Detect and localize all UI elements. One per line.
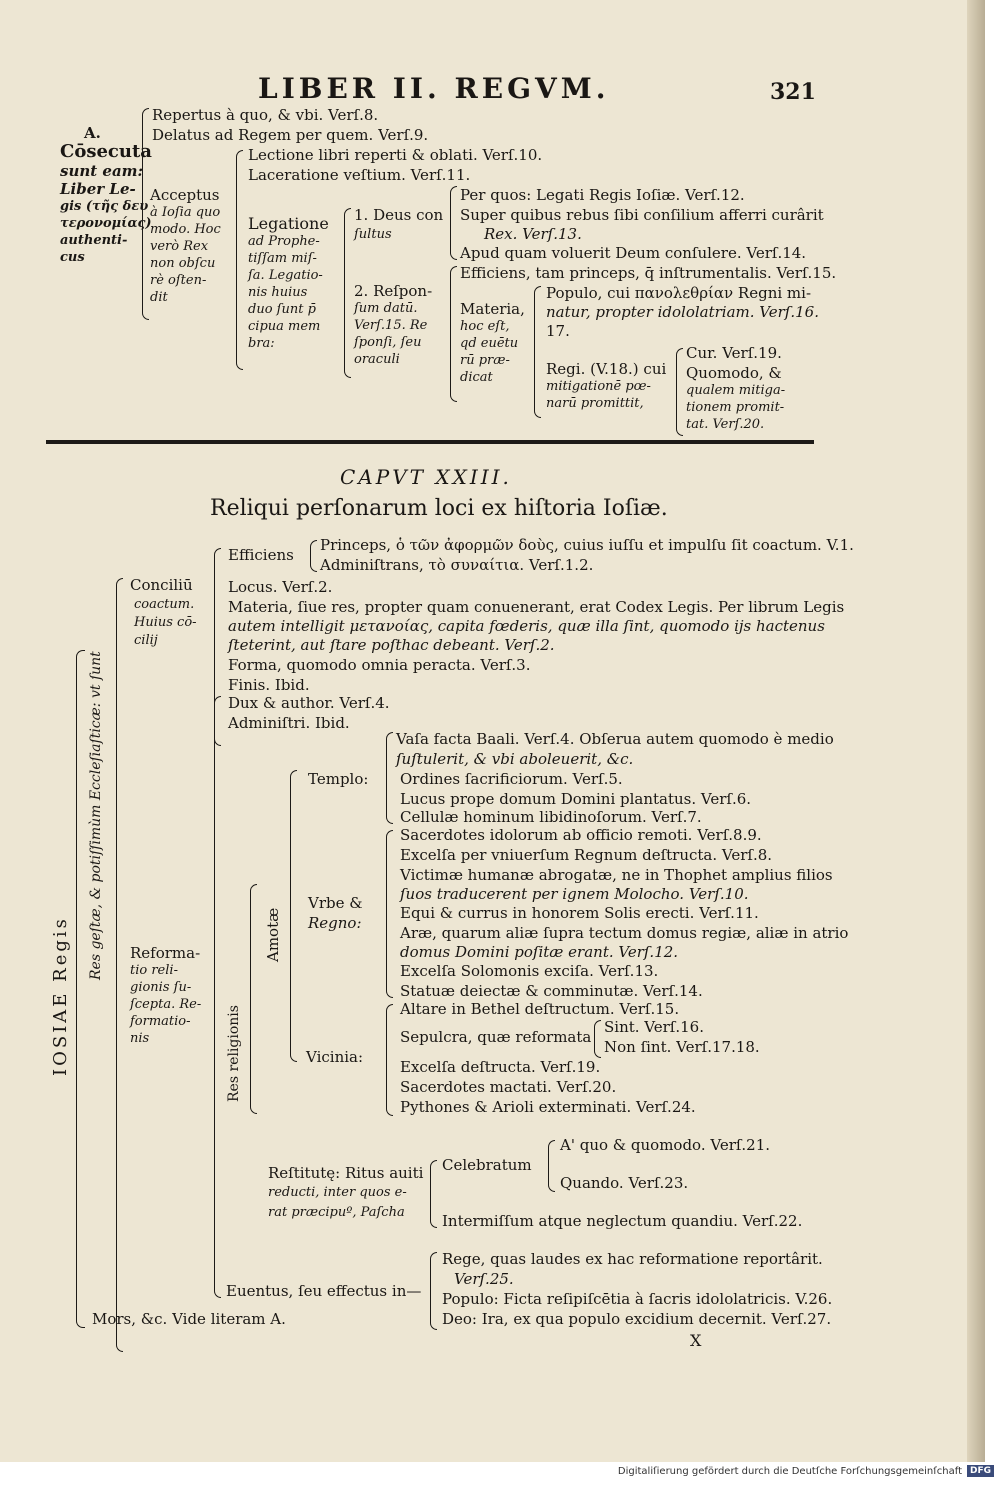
altare-line: Altare in Bethel deſtructum. Verſ.15.	[400, 1000, 680, 1018]
pythones-line: Pythones & Arioli exterminati. Verſ.24.	[400, 1098, 696, 1116]
concilium-line: cilij	[134, 633, 158, 648]
euentus-line: Euentus, ſeu effectus in—	[226, 1282, 422, 1300]
chapter-heading: CAPVT XXIII.	[340, 465, 512, 489]
victimae-line: ſuos traducerent per ignem Molocho. Verſ.10.	[400, 885, 749, 903]
celebratum-label: Celebratum	[442, 1156, 532, 1174]
respon-line: Verſ.15. Re	[354, 318, 428, 333]
materia-line: rū præ-	[460, 353, 510, 368]
regi-line: Regi. (V.18.) cui	[546, 360, 667, 378]
vicinia-label: Vicinia:	[306, 1048, 364, 1066]
top-root-line: Cōsecuta	[60, 141, 152, 162]
deo-line: Deo: Ira, ex qua populo excidium decernit. Verſ.27.	[442, 1310, 832, 1328]
arae-line: domus Domini poſitæ erant. Verſ.12.	[400, 943, 679, 961]
quomodo-line: tionem promit-	[686, 400, 785, 415]
reformatio-brace	[214, 696, 221, 1298]
acceptus-line: verò Rex	[150, 239, 209, 254]
efficiens-line: Efficiens, tam princeps, q̄ inſtrumentalis. Verſ.15.	[460, 264, 837, 282]
victimae-line: Victimæ humanæ abrogatæ, ne in Thophet amplius filios	[400, 866, 833, 884]
top-root-block	[60, 142, 152, 266]
dux-line: Dux & author. Verſ.4.	[228, 694, 390, 712]
populo-line: natur, propter idololatriam. Verſ.16.	[546, 303, 819, 321]
repertus-line: Repertus à quo, & vbi. Verſ.8.	[152, 106, 379, 124]
sint-line: Sint. Verſ.16.	[604, 1018, 704, 1036]
populo-line: 17.	[546, 322, 570, 340]
rege-line: Rege, quas laudes ex hac reformatione reportârit.	[442, 1250, 823, 1268]
legatione-line: tiſſam miſ-	[248, 251, 317, 266]
acceptus-line: modo. Hoc	[150, 222, 221, 237]
concilium-line: Conciliū	[130, 576, 193, 594]
legatione-line: cipua mem	[248, 319, 321, 334]
urbe-label: Regno:	[308, 914, 362, 932]
deus-line: 1. Deus con	[354, 206, 444, 224]
top-root-line: gis (τῆς δευ	[60, 199, 149, 214]
signature-mark: X	[690, 1331, 702, 1350]
ordines-line: Ordines ſacrificiorum. Verſ.5.	[400, 770, 623, 788]
concilium-line: coactum.	[134, 597, 195, 612]
populo-line: Populo, cui πανολεθρίαν Regni mi-	[546, 284, 812, 302]
concilium-line: Huius cō-	[134, 615, 197, 630]
per-line: Per quos: Legati Regis Ioſiæ. Verſ.12.	[460, 186, 745, 204]
celebratum-brace	[548, 1140, 555, 1192]
templo-label: Templo:	[308, 770, 369, 788]
rege-line: Verſ.25.	[454, 1270, 514, 1288]
acceptus-line: rè oſten-	[150, 273, 207, 288]
res-religionis-label: Res religionis	[226, 1005, 242, 1102]
materia-line: qd euētu	[460, 336, 519, 351]
reformatio-block	[130, 944, 201, 1047]
materia-line: Materia, ſiue res, propter quam conuenerant, erat Codex Legis. Per librum Legis	[228, 598, 845, 616]
populo-line: Populo: Ficta reſipiſcētia à ſacris idololatricis. V.26.	[442, 1290, 833, 1308]
top-main-brace	[142, 108, 149, 320]
legatione-line: ſa. Legatio-	[248, 268, 323, 283]
quomodo-line: Quomodo, &	[686, 364, 782, 382]
reformatio-line: nis	[130, 1031, 150, 1046]
chapter-subtitle: Reliqui perſonarum loci ex hiſtoria Ioſiæ.	[210, 496, 668, 521]
excelsa-destructa-line: Excelſa deſtructa. Verſ.19.	[400, 1058, 601, 1076]
reformatio-line: ſcepta. Re-	[130, 997, 202, 1012]
root-brace	[76, 650, 85, 1328]
top-root-line: sunt eam:	[60, 162, 144, 180]
cellulae-line: Cellulæ hominum libidinoſorum. Verſ.7.	[400, 808, 702, 826]
legatione-line: nis huius	[248, 285, 308, 300]
marker-a: A.	[84, 124, 101, 142]
super-line: Rex. Verſ.13.	[484, 225, 582, 243]
mors-line: Mors, &c. Vide literam A.	[92, 1310, 286, 1328]
restitutae-brace	[430, 1160, 437, 1228]
excelsa-solomonis-line: Excelſa Solomonis exciſa. Verſ.13.	[400, 962, 659, 980]
respon-block	[354, 282, 432, 368]
sacerdotes-line: Sacerdotes idolorum ab officio remoti. Verſ.8.9.	[400, 826, 762, 844]
euentus-brace	[430, 1252, 437, 1330]
acceptus-block	[150, 186, 221, 306]
efficiens-brace	[310, 540, 317, 572]
lucus-line: Lucus prope domum Domini plantatus. Verſ.6.	[400, 790, 752, 808]
super-line: Super quibus rebus ſibi conſilium afferri curârit	[460, 206, 824, 224]
arae-line: Aræ, quarum aliæ ſupra tectum domus regiæ, aliæ in atrio	[400, 924, 849, 942]
equi-line: Equi & currus in honorem Solis erecti. Verſ.11.	[400, 904, 759, 922]
intermissum-line: Intermiſſum atque neglectum quandiu. Verſ.22.	[442, 1212, 803, 1230]
locus-line: Locus. Verſ.2.	[228, 578, 333, 596]
vasa-line: ſuſtulerit, & vbi aboleuerit, &c.	[396, 750, 634, 768]
quando-line: Quando. Verſ.23.	[560, 1174, 689, 1192]
section-divider	[46, 440, 814, 444]
deus-line: ſultus	[354, 227, 392, 242]
statuae-line: Statuæ deiectæ & comminutæ. Verſ.14.	[400, 982, 703, 1000]
running-title: LIBER II. REGVM.	[258, 72, 610, 105]
laceratione-line: Laceratione veſtium. Verſ.11.	[248, 166, 471, 184]
materia-line: hoc eſt,	[460, 319, 510, 334]
respon-line: ſponſi, ſeu	[354, 335, 422, 350]
materia-line: Materia,	[460, 300, 525, 318]
materia-line: dicat	[460, 370, 493, 385]
lectione-line: Lectione libri reperti & oblati. Verſ.10.	[248, 146, 543, 164]
quomodo-line: qualem mitiga-	[686, 383, 786, 398]
finis-line: Finis. Ibid.	[228, 676, 310, 694]
acceptus-line: à Ioſia quo	[150, 205, 221, 220]
materia-line: ſteterint, aut ſtare poſthac debeant. Verſ.2.	[228, 636, 555, 654]
templo-brace	[386, 732, 393, 824]
sepulcra-line: Sepulcra, quæ reformata	[400, 1028, 592, 1046]
materia-brace	[534, 286, 541, 418]
a-quo-line: A' quo & quomodo. Verſ.21.	[560, 1136, 771, 1154]
restitutae-line: reducti, inter quos e-	[268, 1185, 407, 1200]
restitutae-line: Reſtitutę: Ritus auiti	[268, 1164, 424, 1182]
legatione-line: duo ſunt p̄	[248, 302, 316, 317]
deus-brace	[450, 186, 457, 260]
restitutae-line: rat præcipuº, Paſcha	[268, 1205, 405, 1220]
urbe-label: Vrbe &	[308, 894, 363, 912]
acceptus-brace	[236, 150, 243, 370]
administri-line: Adminiſtri. Ibid.	[228, 714, 350, 732]
res-religionis-brace	[250, 884, 257, 1114]
top-root-line: Liber Le-	[60, 180, 136, 198]
acceptus-line: non obſcu	[150, 256, 216, 271]
top-root-line: authenti-	[60, 233, 128, 248]
page-edge	[967, 0, 985, 1462]
legatione-line: bra:	[248, 336, 275, 351]
respon-brace	[450, 266, 457, 402]
vicinia-brace	[386, 1004, 393, 1116]
amotae-brace	[290, 770, 297, 1062]
apud-line: Apud quam voluerit Deum conſulere. Verſ.14.	[460, 244, 807, 262]
efficiens-label: Efficiens	[228, 546, 294, 564]
reformatio-line: Reforma-	[130, 944, 201, 962]
regi-brace	[676, 348, 683, 436]
reformatio-line: formatio-	[130, 1014, 191, 1029]
delatus-line: Delatus ad Regem per quem. Verſ.9.	[152, 126, 429, 144]
page-number: 321	[770, 79, 816, 105]
reformatio-line: gionis ſu-	[130, 980, 192, 995]
acceptus-line: dit	[150, 290, 168, 305]
legatione-block	[248, 214, 329, 352]
reformatio-line: tio reli-	[130, 963, 178, 978]
quomodo-line: tat. Verſ.20.	[686, 417, 765, 432]
respon-line: oraculi	[354, 352, 400, 367]
legatione-line: ad Prophe-	[248, 234, 320, 249]
regi-line: mitigationē pœ-	[546, 379, 651, 394]
acceptus-line: Acceptus	[150, 186, 220, 204]
top-root-line: cus	[60, 250, 85, 265]
materia-line: autem intelligit μετανοίας, capita fœderis, quæ illa ſint, quomodo ijs hactenus	[228, 617, 825, 635]
administrans-line: Adminiſtrans, τὸ συναίτια. Verſ.1.2.	[320, 556, 594, 574]
princeps-line: Princeps, ὁ τῶν ἀφορμῶν δοὺς, cuius iuſſu et impulſu ſit coactum. V.1.	[320, 536, 854, 554]
non-sint-line: Non ſint. Verſ.17.18.	[604, 1038, 760, 1056]
res-gestae-label: Res geſtæ, & potiſſimùm Eccleſiaſticæ: vt ſunt	[88, 651, 104, 980]
top-root-line: τερονομίας)	[60, 216, 152, 231]
legatione-line: Legatione	[248, 214, 329, 233]
sacerdotes-mactati-line: Sacerdotes mactati. Verſ.20.	[400, 1078, 617, 1096]
respon-line: 2. Reſpon-	[354, 282, 433, 300]
regi-line: narū promittit,	[546, 396, 644, 411]
footer-bar	[0, 1462, 1000, 1485]
sepulcra-brace	[594, 1020, 601, 1058]
vasa-line: Vaſa facta Baali. Verſ.4. Obſerua autem quomodo è medio	[396, 730, 834, 748]
cur-line: Cur. Verſ.19.	[686, 344, 782, 362]
forma-line: Forma, quomodo omnia peracta. Verſ.3.	[228, 656, 531, 674]
legatione-brace	[344, 208, 351, 378]
root-label-iosiae: IOSIAE Regis	[50, 916, 71, 1076]
quomodo-block	[686, 364, 785, 433]
regi-block	[546, 360, 666, 412]
urbe-brace	[386, 830, 393, 998]
dfg-logo: DFG	[967, 1465, 994, 1477]
respon-line: ſum datū.	[354, 301, 418, 316]
excelsa-line: Excelſa per vniuerſum Regnum deſtructa. Verſ.8.	[400, 846, 773, 864]
footer-credit: Digitaliſierung gefördert durch die Deutſche Forſchungsgemeinſchaft	[617, 1466, 962, 1477]
amotae-label: Amotæ	[264, 907, 282, 962]
materia-block	[460, 300, 525, 386]
res-gestae-brace	[116, 578, 123, 1352]
